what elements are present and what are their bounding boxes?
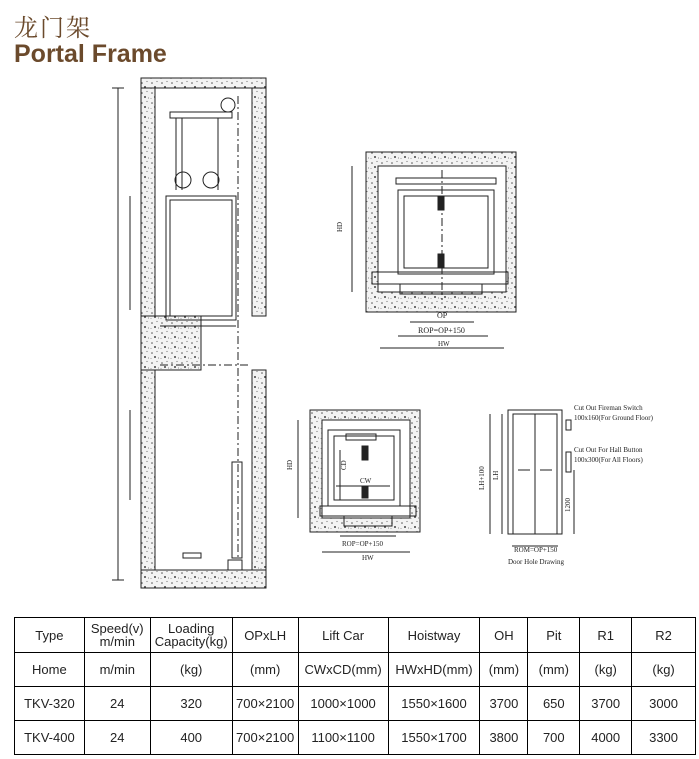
page-title: Portal Frame (14, 40, 167, 68)
col-opxlh: OPxLH (232, 618, 298, 653)
door-caption: Door Hole Drawing (508, 558, 564, 566)
dim-op: OP (437, 311, 448, 320)
col-pit: Pit (528, 618, 580, 653)
col-r2: R2 (632, 618, 696, 653)
dim-cw: CW (360, 477, 372, 485)
dim-1200: 1200 (564, 498, 572, 512)
note-hall-size: 100x300(For All Floors) (574, 456, 643, 464)
col-hoistway: Hoistway (388, 618, 480, 653)
machine-plan-view (352, 152, 516, 348)
dim-cd: CD (340, 460, 348, 470)
table-units-row: Home m/min (kg) (mm) CWxCD(mm) HWxHD(mm) (mm) (mm) (kg) (kg) (15, 653, 696, 687)
dim-hd: HD (336, 221, 344, 232)
dim-lh-100: LH+100 (478, 466, 486, 490)
spec-table (14, 617, 696, 755)
note-fireman: Cut Out Fireman Switch (574, 404, 643, 412)
dim-rop: ROP=OP+150 (418, 326, 465, 335)
col-oh: OH (480, 618, 528, 653)
note-fireman-size: 100x160(For Ground Floor) (574, 414, 653, 422)
door-hole-view (490, 410, 574, 546)
col-lift-car: Lift Car (298, 618, 388, 653)
note-hall-button: Cut Out For Hall Button (574, 446, 643, 454)
car-plan-view (298, 410, 420, 552)
dim-lh: LH (492, 470, 500, 480)
col-type: Type (15, 618, 85, 653)
dim-car-rop: ROP=OP+150 (342, 540, 383, 548)
col-r1: R1 (580, 618, 632, 653)
col-speed: Speed(v) m/min (84, 618, 150, 653)
page-title-chinese: 龙门架 (14, 14, 92, 42)
dim-hw: HW (438, 340, 450, 348)
dim-car-hw: HW (362, 554, 374, 562)
dim-car-hd: HD (286, 459, 294, 470)
table-header-row (15, 618, 696, 653)
dim-rom: ROM=OP+150 (514, 546, 558, 554)
col-capacity: Loading Capacity(kg) (150, 618, 232, 653)
table-row: TKV-320 24 320 700×2100 1000×1000 1550×1600 3700 650 3700 3000 (15, 687, 696, 721)
elevation-view (112, 78, 266, 588)
table-row: TKV-400 24 400 700×2100 1100×1100 1550×1700 3800 700 4000 3300 (15, 721, 696, 755)
